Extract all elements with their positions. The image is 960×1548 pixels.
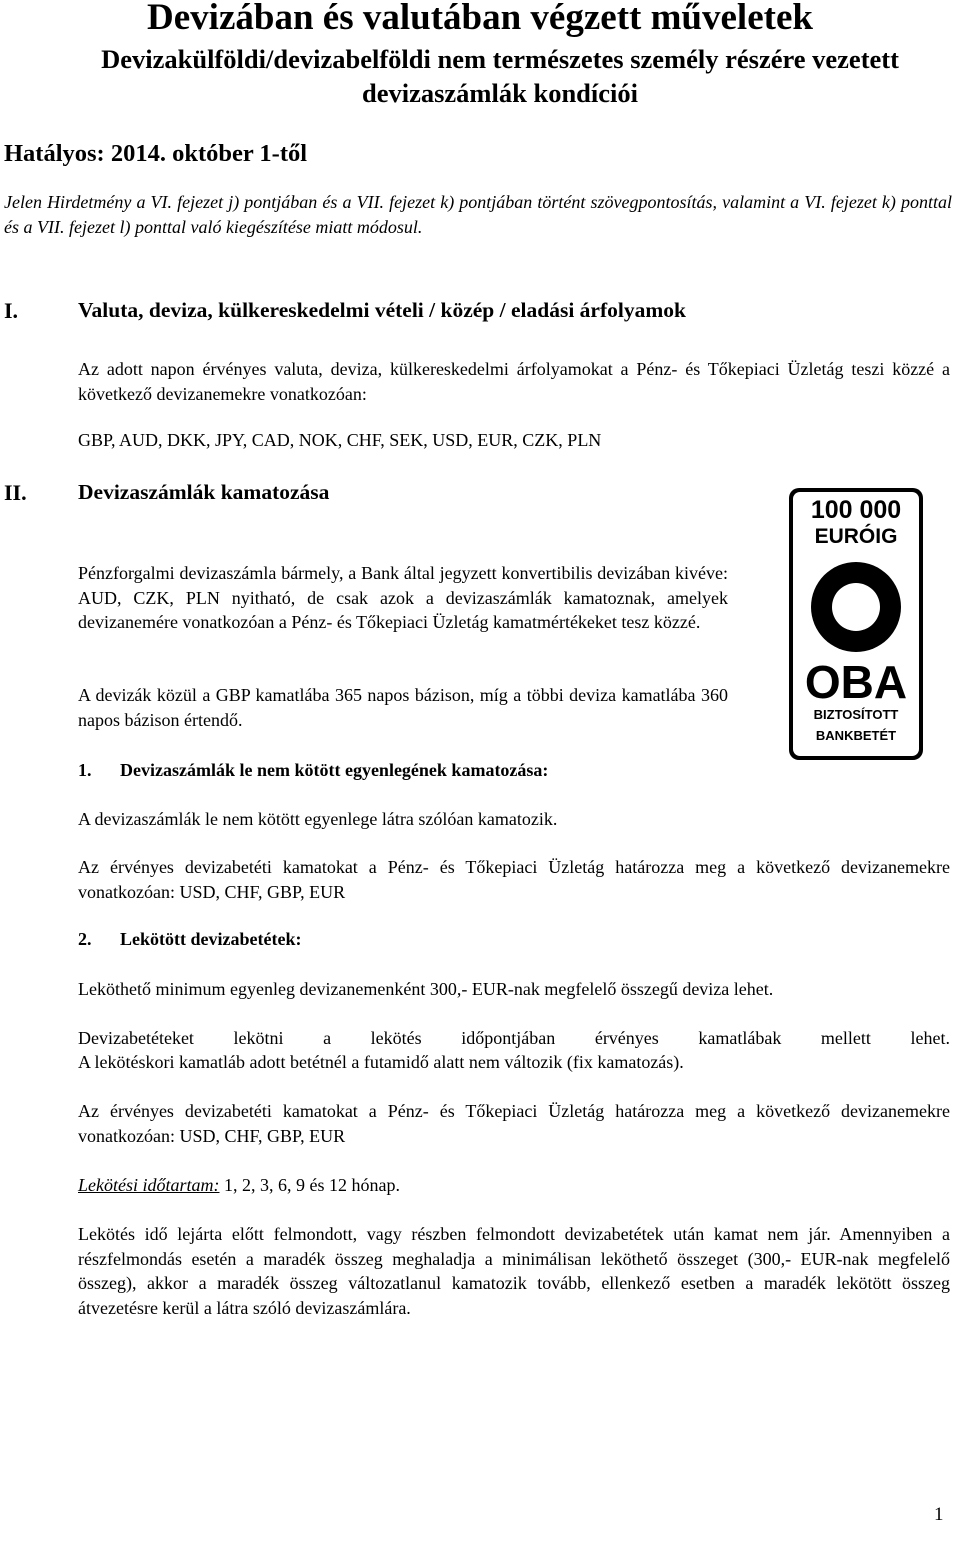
- badge-amount: 100 000: [810, 496, 902, 524]
- subsection-1-heading: [78, 760, 548, 781]
- section-1-number: I.: [4, 298, 19, 323]
- badge-currency-limit: EURÓIG: [814, 525, 898, 548]
- subsection-1-paragraph-1: A devizaszámlák le nem kötött egyenlege látra szólóan kamatozik.: [78, 809, 558, 829]
- page-number: 1: [934, 1504, 944, 1525]
- minimum-balance-paragraph: Leköthető minimum egyenleg devizanemenként 300,- EUR-nak megfelelő összegű deviza lehet.: [78, 979, 774, 999]
- subsection-1-paragraph-2: Az érvényes devizabetéti kamatokat a Pénz- és Tőkepiaci Üzletág határozza meg a következő devizanemekre vonatkozóan: USD, CHF, GBP, EUR: [78, 857, 950, 902]
- early-withdrawal-paragraph: Lekötés idő lejárta előtt felmondott, vagy részben felmondott devizabetétek után kamat nem jár. Amennyiben a részfelmondás esetén a maradék összeg meghaladja a minimálisan leköthető összeget (300,- EUR-nak megfelelő összeg), akkor a maradék összeg változatlanul kamatozik tovább, ellenkező esetben a maradék lekötött összeg átvezetésre kerül a látra szóló devizaszámlára.: [78, 1224, 950, 1318]
- section-2-number: II.: [4, 480, 27, 505]
- badge-ring-inner: [832, 583, 880, 631]
- deposit-term-line: [78, 1173, 950, 1198]
- section-2-title: Devizaszámlák kamatozása: [78, 480, 330, 504]
- section-2-paragraph-1: Pénzforgalmi devizaszámla bármely, a Bank által jegyzett konvertibilis devizában kivéve: AUD, CZK, PLN nyitható, de csak azok a devizaszámlák kamatoznak, amelyek devizanemére vonatkozóan a Pénz- és Tőkepiaci Üzletág kamatmértékeket tesz közzé.: [78, 563, 728, 632]
- amendment-notice: Jelen Hirdetmény a VI. fejezet j) pontjában és a VII. fejezet k) pontjában történt szövegpontosítás, valamint a VI. fejezet k) ponttal és a VII. fejezet l) ponttal való kiegészítése miatt módosul.: [4, 192, 952, 237]
- badge-brand: OBA: [804, 656, 908, 708]
- subsection-2-heading: [78, 929, 301, 950]
- subsection-1-number: 1.: [78, 760, 92, 780]
- badge-insured-label: BIZTOSÍTOTT: [813, 707, 899, 722]
- deposit-rate-line-1: Devizabetéteket lekötni a lekötés időpontjában érvényes kamatlábak mellett lehet.: [78, 1028, 950, 1048]
- section-1-title: Valuta, deviza, külkereskedelmi vételi / közép / eladási árfolyamok: [78, 298, 686, 322]
- oba-deposit-insurance-badge: [746, 466, 960, 774]
- subsection-2-title: Lekötött devizabetétek:: [120, 929, 302, 949]
- effective-date: Hatályos: 2014. október 1-től: [4, 140, 308, 167]
- subsection-2-number: 2.: [78, 929, 92, 949]
- currency-list: GBP, AUD, DKK, JPY, CAD, NOK, CHF, SEK, USD, EUR, CZK, PLN: [78, 430, 602, 450]
- badge-deposit-label: BANKBETÉT: [815, 728, 897, 743]
- section-1-paragraph: Az adott napon érvényes valuta, deviza, külkereskedelmi árfolyamokat a Pénz- és Tőkepiaci Üzletág teszi közzé a következő devizanemekre vonatkozóan:: [78, 359, 950, 404]
- document-subtitle: Devizakülföldi/devizabelföldi nem természetes személy részére vezetett devizaszámlák kondíciói: [101, 44, 899, 108]
- document-title: Devizában és valutában végzett műveletek: [147, 0, 813, 38]
- deposit-term-label: Lekötési időtartam:: [78, 1175, 220, 1195]
- subsection-2-paragraph-3: Az érvényes devizabetéti kamatokat a Pénz- és Tőkepiaci Üzletág határozza meg a következő devizanemekre vonatkozóan: USD, CHF, GBP, EUR: [78, 1101, 950, 1146]
- deposit-term-value: 1, 2, 3, 6, 9 és 12 hónap.: [219, 1175, 400, 1195]
- deposit-rate-line-2: A lekötéskori kamatláb adott betétnél a futamidő alatt nem változik (fix kamatozás).: [78, 1052, 684, 1072]
- subsection-1-title: Devizaszámlák le nem kötött egyenlegének kamatozása:: [120, 760, 549, 780]
- section-2-paragraph-2: A devizák közül a GBP kamatlába 365 napos bázison, míg a többi deviza kamatlába 360 napos bázison értendő.: [78, 685, 728, 730]
